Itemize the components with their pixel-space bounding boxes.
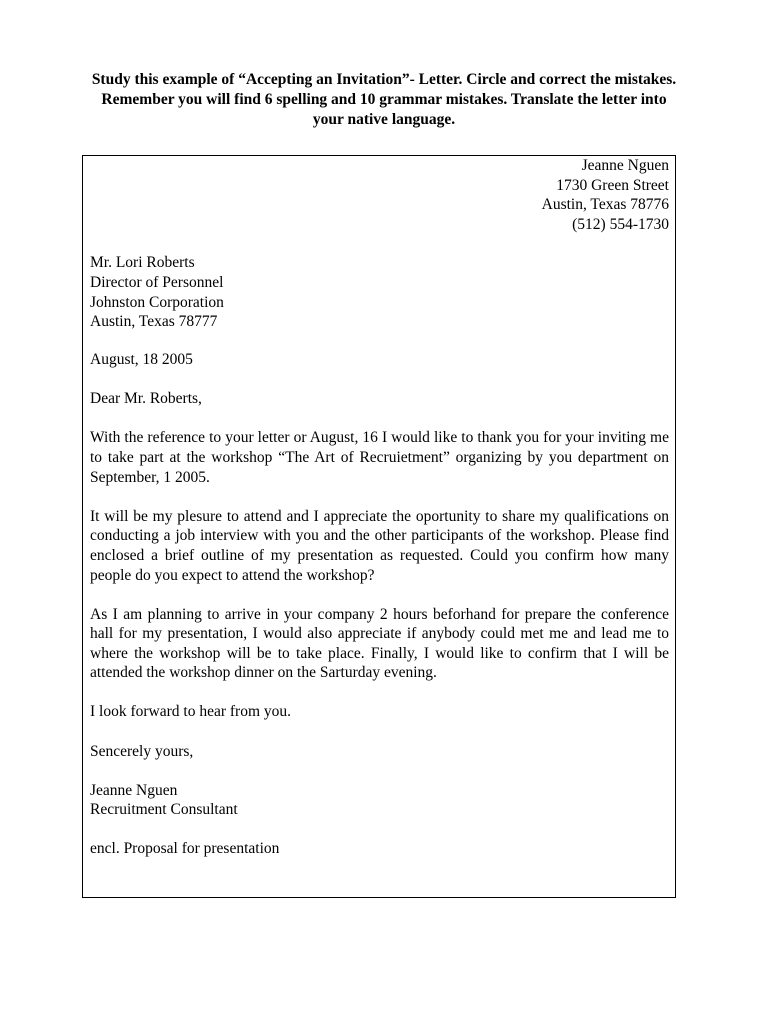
signature-block (90, 781, 669, 820)
signature-name: Jeanne Nguen (90, 781, 178, 799)
instructions-heading (30, 70, 738, 130)
sender-phone: (512) 554-1730 (572, 215, 669, 233)
sender-address (90, 156, 669, 234)
instructions-line-1: Study this example of “Accepting an Invitation”- Letter. Circle and correct the mistakes. (91, 71, 677, 88)
recipient-name: Mr. Lori Roberts (90, 254, 195, 272)
recipient-company: Johnston Corporation (90, 293, 224, 311)
sender-street: 1730 Green Street (556, 176, 669, 194)
body-paragraph-2: It will be my plesure to attend and I appreciate the oportunity to share my qualifications on conducting a job interview with you and the other participants of the workshop. Please find enclosed a brief outline of my presentation as requested. Could you confirm how many people do you expect to attend the workshop? (90, 507, 669, 584)
recipient-city: Austin, Texas 78777 (90, 313, 218, 331)
body-paragraph-4: I look forward to hear from you. (90, 703, 292, 721)
sender-city: Austin, Texas 78776 (541, 196, 669, 214)
closing: Sencerely yours, (90, 742, 194, 760)
body-paragraph-3: As I am planning to arrive in your company 2 hours beforhand for prepare the conference hall for my presentation, I would also appreciate if anybody could met me and lead me to where the workshop will be to take place. Finally, I would like to confirm that I will be attended the workshop dinner on the Sarturday evening. (90, 605, 669, 682)
enclosure-note: encl. Proposal for presentation (90, 839, 280, 857)
sender-name: Jeanne Nguen (581, 157, 669, 174)
salutation: Dear Mr. Roberts, (90, 390, 202, 408)
body-paragraph-1: With the reference to your letter or August, 16 I would like to thank you for your inviting me to take part at the workshop “The Art of Recruietment” organizing by you department on September, 1 2005. (90, 429, 669, 486)
recipient-title: Director of Personnel (90, 273, 224, 291)
letter-date: August, 18 2005 (90, 351, 193, 369)
recipient-address (90, 253, 669, 331)
letter-box (82, 155, 676, 898)
instructions-line-2: Remember you will find 6 spelling and 10 grammar mistakes. Translate the letter into (101, 91, 667, 108)
signature-title: Recruitment Consultant (90, 801, 238, 819)
instructions-line-3: your native language. (312, 111, 456, 128)
